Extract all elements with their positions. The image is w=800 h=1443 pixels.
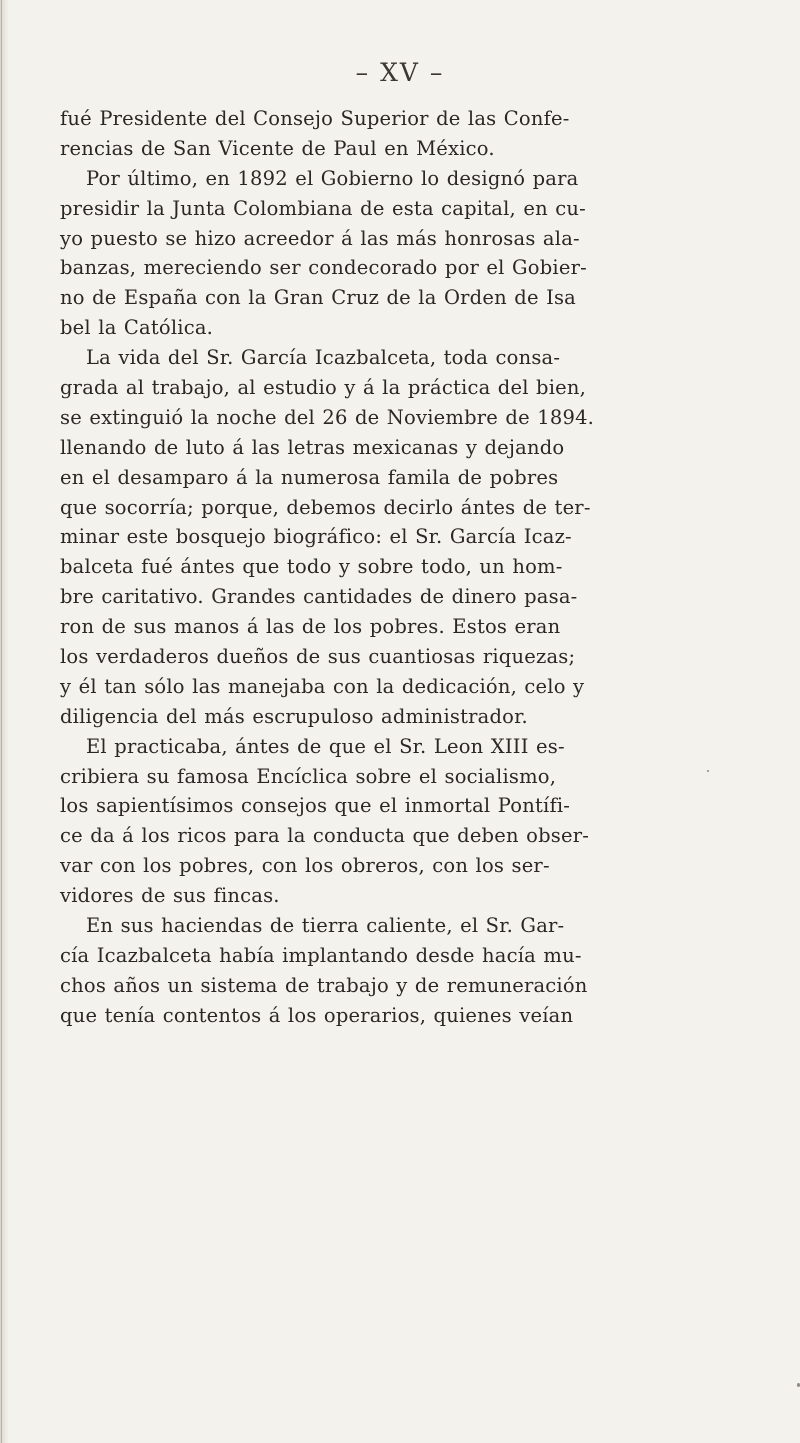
text-line: y él tan sólo las manejaba con la dedicación, celo y: [60, 674, 585, 698]
text-line: los verdaderos dueños de sus cuantiosas riquezas;: [60, 645, 576, 669]
text-line: presidir la Junta Colombiana de esta capital, en cu-: [60, 196, 586, 220]
text-line: que tenía contentos á los operarios, quienes veían: [60, 1003, 574, 1027]
text-line: vidores de sus fincas.: [60, 884, 280, 908]
paper-speck: [707, 770, 709, 772]
text-line: se extinguió la noche del 26 de Noviembre de 1894.: [60, 405, 595, 429]
text-line: chos años un sistema de trabajo y de remuneración: [60, 973, 588, 997]
text-line: banzas, mereciendo ser condecorado por el Gobier-: [60, 256, 587, 280]
text-line: que socorría; porque, debemos decirlo ántes de ter-: [60, 495, 591, 519]
text-line: en el desamparo á la numerosa famila de pobres: [60, 465, 559, 489]
text-line: fué Presidente del Consejo Superior de las Confe-: [60, 107, 570, 130]
text-line: llenando de luto á las letras mexicanas y dejando: [60, 435, 565, 459]
text-line: grada al trabajo, al estudio y á la práctica del bien,: [60, 376, 587, 400]
text-line: balceta fué ántes que todo y sobre todo, un hom-: [60, 555, 563, 579]
text-line: El practicaba, ántes de que el Sr. Leon XIII es-: [86, 734, 565, 758]
text-line: rencias de San Vicente de Paul en México.: [60, 136, 495, 160]
text-line: yo puesto se hizo acreedor á las más honrosas ala-: [60, 226, 580, 250]
text-line: ron de sus manos á las de los pobres. Estos eran: [60, 615, 561, 639]
text-line: minar este bosquejo biográfico: el Sr. García Icaz-: [60, 525, 572, 549]
text-line: var con los pobres, con los obreros, con los ser-: [60, 854, 550, 878]
text-line: bre caritativo. Grandes cantidades de dinero pasa-: [60, 585, 578, 609]
page-number-header: – XV –: [355, 58, 445, 87]
text-line: La vida del Sr. García Icazbalceta, toda consa-: [86, 346, 561, 370]
text-line: bel la Católica.: [60, 316, 214, 340]
text-line: En sus haciendas de tierra caliente, el Sr. Gar-: [86, 914, 565, 938]
text-line: los sapientísimos consejos que el inmortal Pontífi-: [60, 794, 571, 818]
text-line: Por último, en 1892 el Gobierno lo designó para: [86, 166, 579, 190]
page-edge-line: [1, 0, 2, 1443]
text-line: ce da á los ricos para la conducta que deben obser-: [60, 824, 590, 848]
body-text: [60, 104, 728, 1031]
text-line: no de España con la Gran Cruz de la Orden de Isa: [60, 286, 577, 310]
text-line: cía Icazbalceta había implantando desde hacía mu-: [60, 943, 582, 967]
text-line: cribiera su famosa Encíclica sobre el socialismo,: [60, 764, 557, 788]
text-line: diligencia del más escrupuloso administrador.: [60, 704, 528, 728]
